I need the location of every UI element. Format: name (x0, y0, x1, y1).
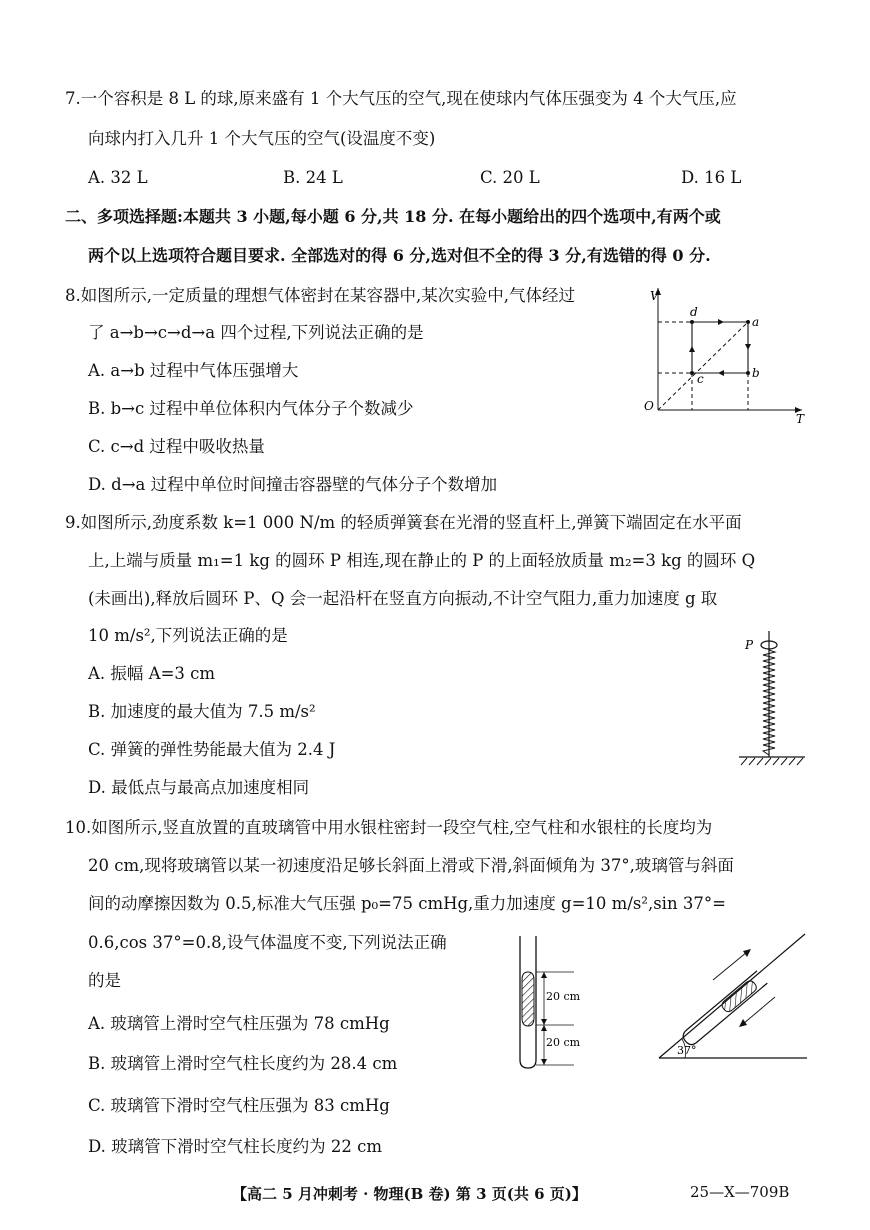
inclined-tube (680, 971, 767, 1048)
q10-line2: 20 cm,现将玻璃管以某一初速度沿足够长斜面上滑或下滑,斜面倾角为 37°,玻璃管与斜面 (88, 856, 734, 875)
label-d: d (690, 305, 698, 319)
footer-title: 【高二 5 月冲刺考 · 物理(B 卷) 第 3 页(共 6 页)】 (232, 1185, 587, 1203)
q10-line3: 间的动摩擦因数为 0.5,标准大气压强 p₀=75 cmHg,重力加速度 g=10 m/s²,sin 37°= (88, 894, 726, 913)
footer-code: 25—X—709B (690, 1183, 790, 1201)
q7-option-c: C. 20 L (480, 168, 540, 187)
arrow-up-incline (713, 952, 747, 980)
point-b (746, 371, 750, 375)
mercury-column (522, 972, 534, 1026)
arrow-cd (689, 346, 695, 352)
ring-p-label: P (745, 638, 754, 652)
vt-diagram (640, 280, 815, 430)
dim-arrow-1a (541, 972, 547, 978)
vertical-tube-figure (510, 930, 620, 1075)
angle-label: 37° (677, 1044, 697, 1057)
q10-line1: 10.如图所示,竖直放置的直玻璃管中用水银柱密封一段空气柱,空气柱和水银柱的长度均为 (65, 818, 713, 837)
q10-option-c: C. 玻璃管下滑时空气柱压强为 83 cmHg (88, 1096, 390, 1115)
q9-option-b: B. 加速度的最大值为 7.5 m/s² (88, 702, 316, 721)
dim-arrow-2b (541, 1059, 547, 1065)
q7-line1: 7.一个容积是 8 L 的球,原来盛有 1 个大气压的空气,现在使球内气体压强变为 4 个大气压,应 (65, 89, 737, 108)
point-a (746, 320, 750, 324)
origin-label: O (644, 399, 654, 413)
q8-option-d: D. d→a 过程中单位时间撞击容器壁的气体分子个数增加 (88, 475, 498, 494)
q9-line3: (未画出),释放后圆环 P、Q 会一起沿杆在竖直方向振动,不计空气阻力,重力加速度 g 取 (88, 589, 718, 608)
q10-option-a: A. 玻璃管上滑时空气柱压强为 78 cmHg (88, 1014, 390, 1033)
label-b: b (752, 366, 760, 380)
dim-arrow-1b (541, 1019, 547, 1025)
q7-option-a: A. 32 L (88, 168, 148, 187)
q7-option-d: D. 16 L (681, 168, 742, 187)
arrow-bc (718, 370, 724, 376)
q8-line2: 了 a→b→c→d→a 四个过程,下列说法正确的是 (88, 323, 424, 342)
q8-option-b: B. b→c 过程中单位体积内气体分子个数减少 (88, 399, 414, 418)
arrow-da (718, 319, 724, 325)
v-axis-label: V (650, 289, 659, 303)
arrow-up-head (743, 949, 751, 957)
dim-arrow-2a (541, 1025, 547, 1031)
q9-option-a: A. 振幅 A=3 cm (88, 664, 216, 683)
q7-line2: 向球内打入几升 1 个大气压的空气(设温度不变) (88, 129, 436, 148)
q9-line2: 上,上端与质量 m₁=1 kg 的圆环 P 相连,现在静止的 P 的上面轻放质量 m₂=3 kg 的圆环 Q (88, 551, 756, 570)
arrow-down-incline (743, 997, 775, 1024)
q9-line1: 9.如图所示,劲度系数 k=1 000 N/m 的轻质弹簧套在光滑的竖直杆上,弹簧下端固定在水平面 (65, 513, 742, 532)
q10-line4: 0.6,cos 37°=0.8,设气体温度不变,下列说法正确 (88, 933, 447, 952)
t-axis-label: T (796, 412, 805, 426)
spring-rod-figure (735, 625, 815, 770)
q10-line5: 的是 (88, 971, 121, 990)
section2-line2: 两个以上选项符合题目要求. 全部选对的得 6 分,选对但不全的得 3 分,有选错的得 0 分. (88, 246, 711, 265)
q10-option-b: B. 玻璃管上滑时空气柱长度约为 28.4 cm (88, 1054, 398, 1073)
arrow-ab (745, 344, 751, 350)
label-c: c (697, 372, 704, 386)
point-d (690, 320, 694, 324)
ground-hatch (741, 758, 803, 765)
q7-option-b: B. 24 L (283, 168, 343, 187)
incline-tube-figure (655, 922, 815, 1062)
q8-line1: 8.如图所示,一定质量的理想气体密封在某容器中,某次实验中,气体经过 (65, 286, 575, 305)
diagonal-line (658, 322, 748, 410)
q9-option-c: C. 弹簧的弹性势能最大值为 2.4 J (88, 740, 336, 759)
q8-option-c: C. c→d 过程中吸收热量 (88, 437, 265, 456)
q8-option-a: A. a→b 过程中气体压强增大 (88, 361, 299, 380)
q9-line4: 10 m/s²,下列说法正确的是 (88, 626, 288, 645)
label-a: a (752, 315, 760, 329)
section2-line1: 二、多项选择题:本题共 3 小题,每小题 6 分,共 18 分. 在每小题给出的四个选项中,有两个或 (65, 207, 721, 226)
q10-option-d: D. 玻璃管下滑时空气柱长度约为 22 cm (88, 1137, 383, 1156)
arrow-down-head (739, 1019, 747, 1027)
length-label-mercury: 20 cm (546, 990, 581, 1003)
point-c (690, 371, 694, 375)
length-label-air: 20 cm (546, 1036, 581, 1049)
q9-option-d: D. 最低点与最高点加速度相同 (88, 778, 310, 797)
